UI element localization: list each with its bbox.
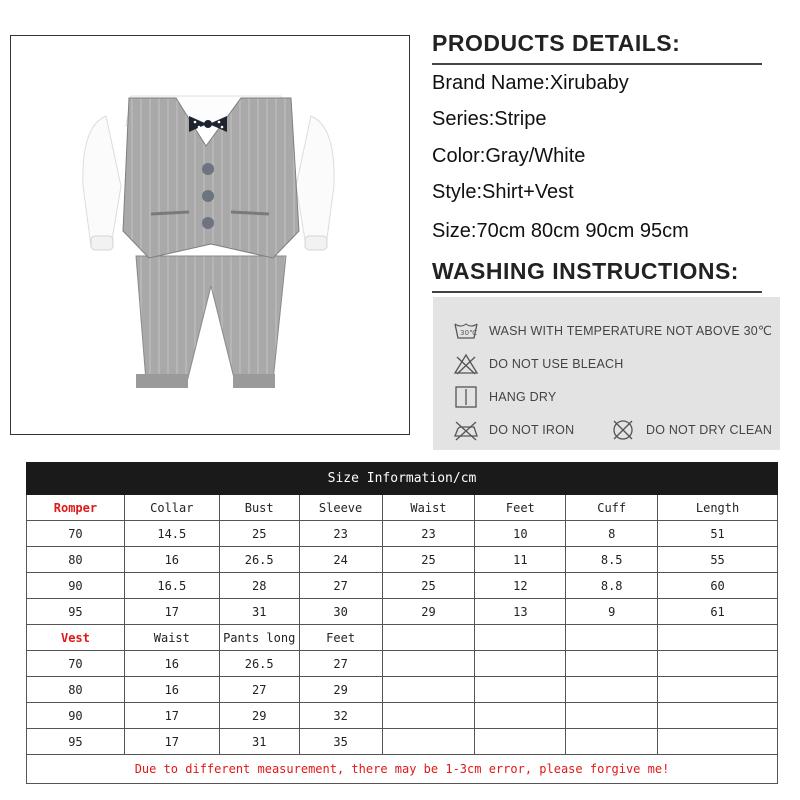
table-cell: 17 xyxy=(124,599,219,625)
romper-header-row xyxy=(27,495,778,521)
empty-cell xyxy=(475,729,566,755)
wash-item-label: WASH WITH TEMPERATURE NOT ABOVE 30℃ xyxy=(489,323,773,338)
title-divider xyxy=(432,291,762,293)
column-header: Bust xyxy=(219,495,299,521)
column-header: Pants long xyxy=(219,625,299,651)
table-cell: 51 xyxy=(658,521,778,547)
table-cell: 25 xyxy=(382,547,475,573)
empty-cell xyxy=(475,703,566,729)
table-cell: 55 xyxy=(658,547,778,573)
measurement-note: Due to different measurement, there may be 1-3cm error, please forgive me! xyxy=(27,755,778,784)
empty-cell xyxy=(566,729,658,755)
table-cell: 16 xyxy=(124,547,219,573)
column-header: Cuff xyxy=(566,495,658,521)
table-row xyxy=(27,521,778,547)
empty-cell xyxy=(382,625,475,651)
empty-cell xyxy=(658,729,778,755)
wash-item-no-bleach xyxy=(453,353,623,375)
table-cell: 90 xyxy=(27,703,125,729)
table-row xyxy=(27,573,778,599)
column-header: Waist xyxy=(124,625,219,651)
table-cell: 70 xyxy=(27,651,125,677)
table-cell: 80 xyxy=(27,677,125,703)
table-cell: 23 xyxy=(382,521,475,547)
style: Style:Shirt+Vest xyxy=(432,181,574,203)
table-cell: 31 xyxy=(219,729,299,755)
table-cell: 61 xyxy=(658,599,778,625)
table-title: Size Information/cm xyxy=(27,463,778,495)
empty-cell xyxy=(658,625,778,651)
washing-title-block xyxy=(432,258,762,293)
table-cell: 13 xyxy=(475,599,566,625)
wash-item-no-dry-clean xyxy=(610,419,772,441)
empty-cell xyxy=(658,677,778,703)
table-cell: 29 xyxy=(219,703,299,729)
table-cell: 95 xyxy=(27,729,125,755)
brand-name: Brand Name:Xirubaby xyxy=(432,72,629,94)
table-cell: 26.5 xyxy=(219,547,299,573)
empty-cell xyxy=(658,703,778,729)
table-cell: 25 xyxy=(382,573,475,599)
romper-label: Romper xyxy=(27,495,125,521)
table-cell: 27 xyxy=(219,677,299,703)
vest-label: Vest xyxy=(27,625,125,651)
wash-item-no-iron xyxy=(453,419,574,441)
table-cell: 8.5 xyxy=(566,547,658,573)
table-cell: 95 xyxy=(27,599,125,625)
details-title-block xyxy=(432,30,772,65)
note-row xyxy=(27,755,778,784)
no-bleach-icon xyxy=(453,353,479,375)
empty-cell xyxy=(658,651,778,677)
product-photo xyxy=(10,35,410,435)
table-cell: 8.8 xyxy=(566,573,658,599)
wash-30-icon xyxy=(453,319,479,341)
table-cell: 80 xyxy=(27,547,125,573)
table-row xyxy=(27,677,778,703)
table-cell: 60 xyxy=(658,573,778,599)
table-cell: 9 xyxy=(566,599,658,625)
table-cell: 25 xyxy=(219,521,299,547)
table-cell: 30 xyxy=(299,599,382,625)
table-cell: 11 xyxy=(475,547,566,573)
table-cell: 23 xyxy=(299,521,382,547)
empty-cell xyxy=(566,651,658,677)
table-row xyxy=(27,599,778,625)
size-information-table xyxy=(26,462,778,784)
column-header: Collar xyxy=(124,495,219,521)
table-row xyxy=(27,703,778,729)
washing-instructions-panel xyxy=(433,297,780,450)
column-header: Sleeve xyxy=(299,495,382,521)
column-header: Waist xyxy=(382,495,475,521)
table-cell: 32 xyxy=(299,703,382,729)
empty-cell xyxy=(566,677,658,703)
table-cell: 29 xyxy=(299,677,382,703)
table-cell: 28 xyxy=(219,573,299,599)
table-row xyxy=(27,547,778,573)
empty-cell xyxy=(566,703,658,729)
column-header: Length xyxy=(658,495,778,521)
title-divider xyxy=(432,63,762,65)
table-cell: 14.5 xyxy=(124,521,219,547)
table-cell: 27 xyxy=(299,573,382,599)
size-list: Size:70cm 80cm 90cm 95cm xyxy=(432,220,689,242)
no-iron-icon xyxy=(453,419,479,441)
empty-cell xyxy=(475,625,566,651)
table-cell: 16 xyxy=(124,677,219,703)
table-cell: 24 xyxy=(299,547,382,573)
table-cell: 17 xyxy=(124,703,219,729)
table-cell: 8 xyxy=(566,521,658,547)
empty-cell xyxy=(566,625,658,651)
empty-cell xyxy=(382,677,475,703)
empty-cell xyxy=(382,703,475,729)
table-cell: 16.5 xyxy=(124,573,219,599)
table-cell: 29 xyxy=(382,599,475,625)
table-cell: 17 xyxy=(124,729,219,755)
table-cell: 26.5 xyxy=(219,651,299,677)
wash-item-label: DO NOT DRY CLEAN xyxy=(646,423,773,437)
table-cell: 70 xyxy=(27,521,125,547)
vest-header-row xyxy=(27,625,778,651)
svg-text:30℃: 30℃ xyxy=(460,329,478,337)
table-cell: 31 xyxy=(219,599,299,625)
empty-cell xyxy=(475,651,566,677)
table-cell: 27 xyxy=(299,651,382,677)
hang-dry-icon xyxy=(453,386,479,408)
column-header: Feet xyxy=(299,625,382,651)
empty-cell xyxy=(382,651,475,677)
wash-item-label: DO NOT USE BLEACH xyxy=(489,357,624,371)
color: Color:Gray/White xyxy=(432,145,586,167)
empty-cell xyxy=(382,729,475,755)
empty-cell xyxy=(475,677,566,703)
products-details-title: PRODUCTS DETAILS: xyxy=(432,30,681,56)
wash-item-label: HANG DRY xyxy=(489,390,557,404)
series: Series:Stripe xyxy=(432,108,547,130)
column-header: Feet xyxy=(475,495,566,521)
table-row xyxy=(27,729,778,755)
romper-illustration xyxy=(11,36,410,435)
wash-item-hang-dry xyxy=(453,386,556,408)
table-cell: 35 xyxy=(299,729,382,755)
wash-item-30 xyxy=(453,319,772,341)
no-dry-clean-icon xyxy=(610,419,636,441)
wash-item-label: DO NOT IRON xyxy=(489,423,575,437)
table-cell: 16 xyxy=(124,651,219,677)
product-details xyxy=(432,30,773,437)
table-cell: 10 xyxy=(475,521,566,547)
table-title-row xyxy=(27,463,778,495)
table-row xyxy=(27,651,778,677)
table-cell: 90 xyxy=(27,573,125,599)
table-cell: 12 xyxy=(475,573,566,599)
washing-instructions-title: WASHING INSTRUCTIONS: xyxy=(432,258,739,284)
